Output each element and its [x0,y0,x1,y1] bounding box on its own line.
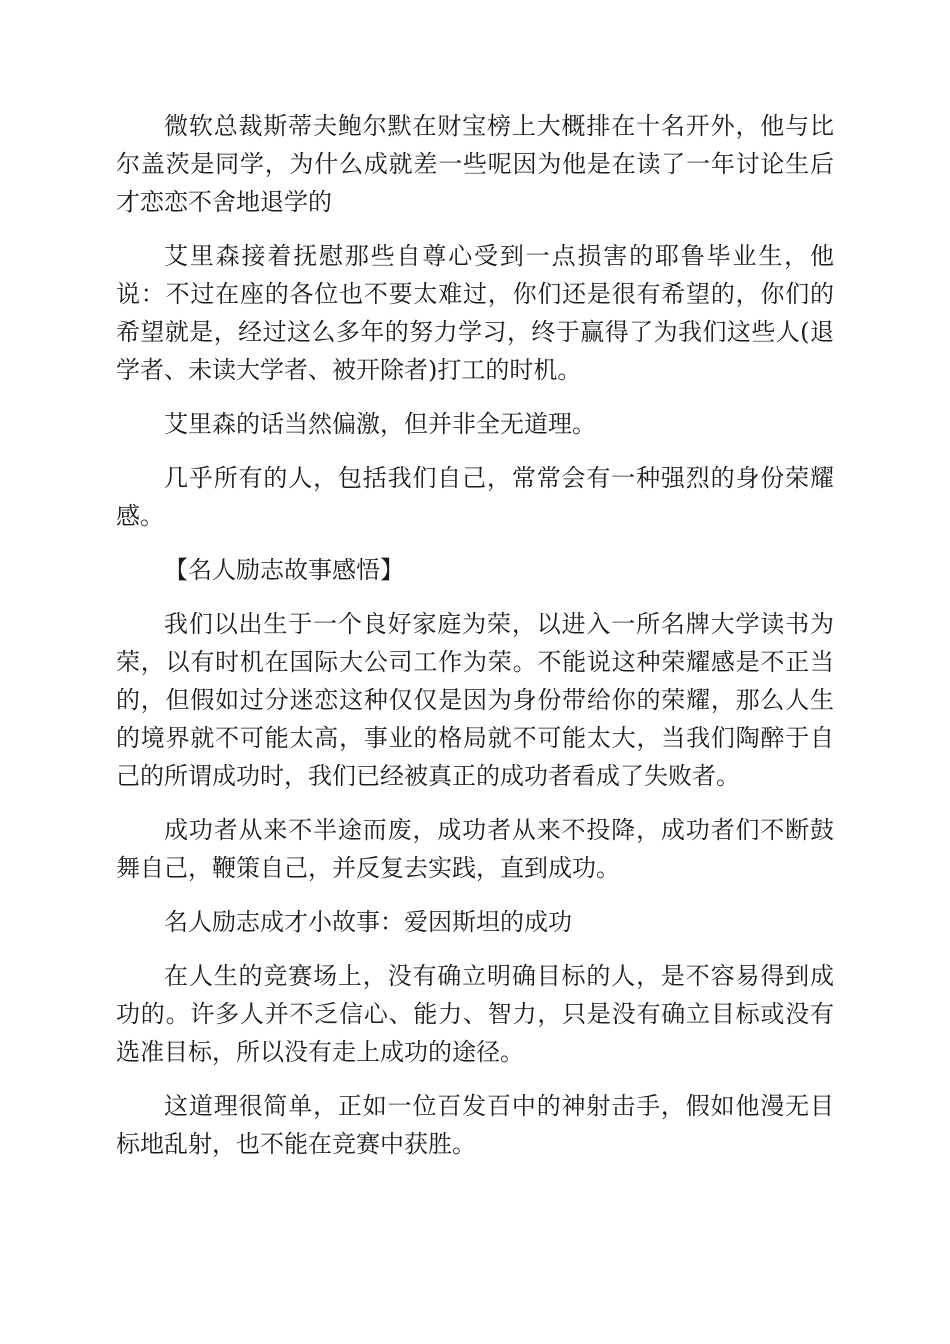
paragraph-ellison-comment: 艾里森的话当然偏激，但并非全无道理。 [164,410,596,438]
paragraph-ballmer: 微软总裁斯蒂夫鲍尔默在财宝榜上大概排在十名开外，他与比尔盖茨是同学，为什么成就差一些呢因为他是在读了一年讨论生后才恋恋不舍地退学的 [116,112,834,216]
section-heading-einstein: 名人励志成才小故事：爱因斯坦的成功 [164,908,572,936]
section-heading-reflection: 【名人励志故事感悟】 [164,556,404,584]
paragraph-ellison-speech: 艾里森接着抚慰那些自尊心受到一点损害的耶鲁毕业生，他说：不过在座的各位也不要太难过，你们还是很有希望的，你们的希望就是，经过这么多年的努力学习，终于赢得了为我们这些人(退学者、未读大学者、被开除者)打工的时机。 [116,242,834,384]
paragraph-never-give-up: 成功者从来不半途而废，成功者从来不投降，成功者们不断鼓舞自己，鞭策自己，并反复去实践，直到成功。 [116,816,834,882]
paragraph-identity-pride: 几乎所有的人，包括我们自己，常常会有一种强烈的身份荣耀感。 [116,464,834,530]
paragraph-pride-reflection: 我们以出生于一个良好家庭为荣，以进入一所名牌大学读书为荣，以有时机在国际大公司工作为荣。不能说这种荣耀感是不正当的，但假如过分迷恋这种仅仅是因为身份带给你的荣耀，那么人生的境界就不可能太高，事业的格局就不可能太大，当我们陶醉于自己的所谓成功时，我们已经被真正的成功者看成了失败者。 [116,610,834,790]
paragraph-clear-goals: 在人生的竞赛场上，没有确立明确目标的人，是不容易得到成功的。许多人并不乏信心、能力、智力，只是没有确立目标或没有选准目标，所以没有走上成功的途径。 [116,962,834,1066]
document-page [116,107,834,1179]
paragraph-marksman: 这道理很简单，正如一位百发百中的神射击手，假如他漫无目标地乱射，也不能在竞赛中获胜。 [116,1092,834,1158]
